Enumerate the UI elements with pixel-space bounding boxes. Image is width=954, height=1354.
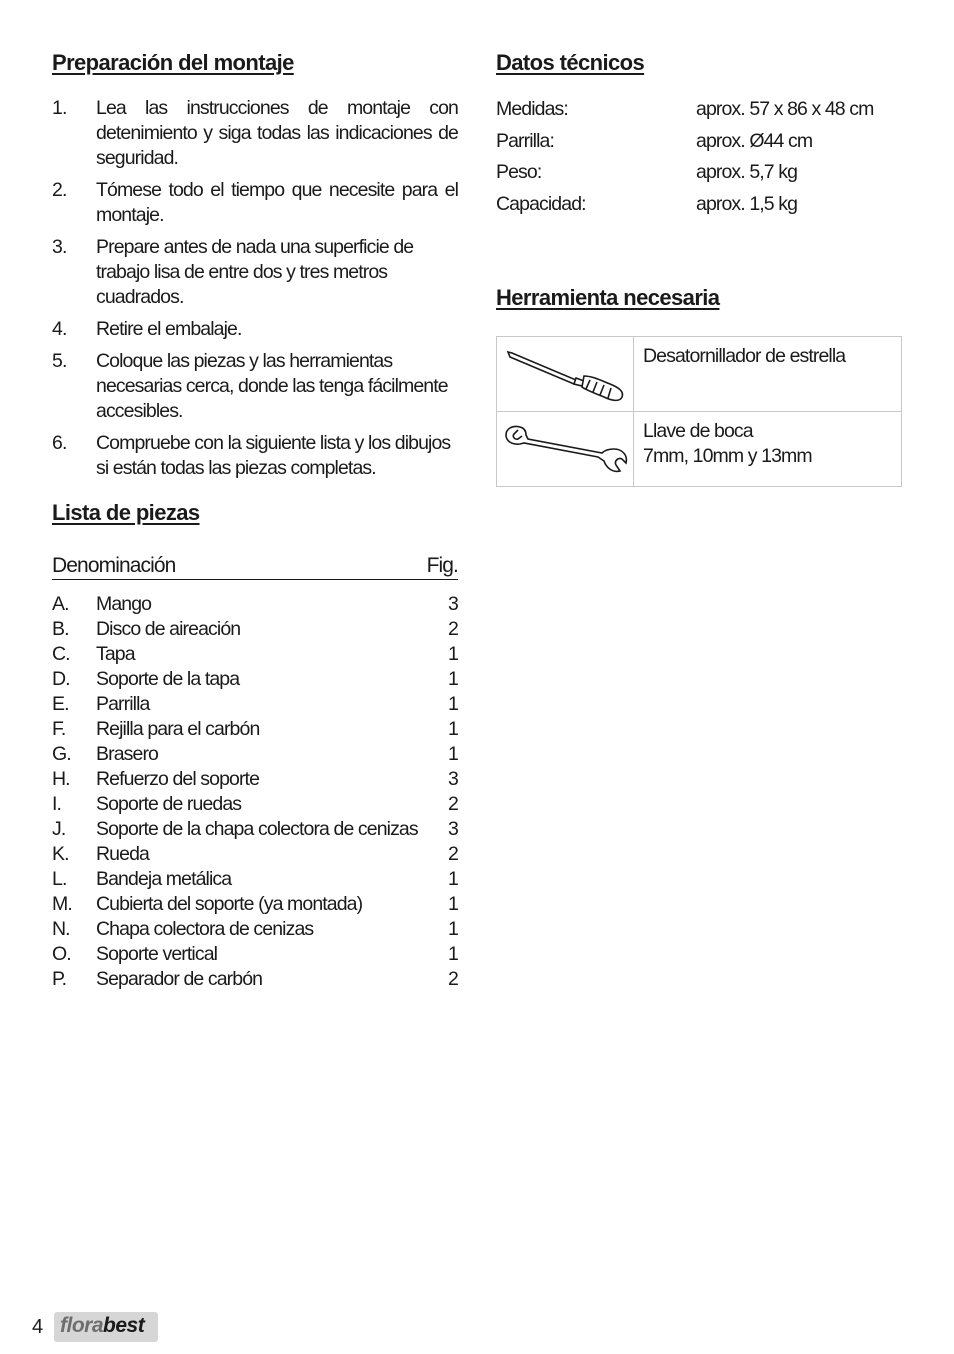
part-fig: 1 bbox=[448, 918, 458, 940]
piezas-heading: Lista de piezas bbox=[52, 500, 200, 525]
list-item bbox=[52, 178, 458, 228]
table-row bbox=[52, 867, 458, 892]
part-letter: A. bbox=[52, 593, 69, 615]
part-fig: 1 bbox=[448, 743, 458, 765]
part-name: Tapa bbox=[96, 643, 135, 665]
preparacion-heading: Preparación del montaje bbox=[52, 50, 294, 75]
tool-row bbox=[497, 337, 901, 412]
part-fig: 1 bbox=[448, 718, 458, 740]
table-row bbox=[52, 767, 458, 792]
part-name: Mango bbox=[96, 593, 152, 615]
logo-best: best bbox=[103, 1314, 145, 1337]
table-row bbox=[52, 892, 458, 917]
list-item-number: 6. bbox=[52, 432, 67, 454]
table-row bbox=[52, 717, 458, 742]
part-name: Brasero bbox=[96, 743, 158, 765]
tools-table bbox=[496, 336, 902, 487]
part-letter: M. bbox=[52, 893, 72, 915]
table-row bbox=[52, 617, 458, 642]
datos-value: aprox. Ø44 cm bbox=[696, 129, 813, 152]
logo-flora: flora bbox=[60, 1314, 104, 1337]
list-item-number: 3. bbox=[52, 236, 67, 258]
part-fig: 2 bbox=[448, 793, 458, 815]
part-letter: E. bbox=[52, 693, 69, 715]
table-row bbox=[52, 692, 458, 717]
table-row bbox=[52, 592, 458, 617]
table-row bbox=[52, 967, 458, 992]
table-row bbox=[52, 742, 458, 767]
datos-key: Peso: bbox=[496, 161, 542, 183]
list-item bbox=[52, 96, 458, 171]
tool-name: Desatornillador de estrella bbox=[643, 345, 846, 367]
list-item-text: Retire el embalaje. bbox=[96, 318, 242, 340]
table-row bbox=[52, 642, 458, 667]
table-row bbox=[52, 842, 458, 867]
part-fig: 1 bbox=[448, 643, 458, 665]
tool-label bbox=[634, 412, 821, 486]
piezas-header-row bbox=[52, 553, 458, 580]
florabest-logo bbox=[54, 1312, 158, 1342]
part-fig: 3 bbox=[448, 593, 458, 615]
part-name: Rueda bbox=[96, 843, 149, 865]
tool-label bbox=[634, 337, 854, 411]
part-name: Bandeja metálica bbox=[96, 868, 232, 890]
part-name: Disco de aireación bbox=[96, 618, 241, 640]
table-row bbox=[52, 917, 458, 942]
list-item-text: Tómese todo el tiempo que necesite para el montaje. bbox=[96, 179, 458, 226]
page-number: 4 bbox=[32, 1316, 44, 1338]
column-header-fig: Fig. bbox=[426, 554, 458, 577]
tool-row bbox=[497, 412, 901, 486]
tool-name: Llave de boca bbox=[643, 420, 753, 442]
part-name: Soporte de la chapa colectora de cenizas bbox=[96, 818, 418, 840]
list-item-text: Prepare antes de nada una superficie de trabajo lisa de entre dos y tres metros cuadrados. bbox=[96, 236, 414, 308]
datos-row bbox=[496, 95, 902, 127]
part-letter: K. bbox=[52, 843, 69, 865]
table-row bbox=[52, 667, 458, 692]
part-fig: 3 bbox=[448, 768, 458, 790]
part-letter: H. bbox=[52, 768, 70, 790]
table-row bbox=[52, 817, 458, 842]
preparacion-list bbox=[52, 96, 458, 488]
datos-row bbox=[496, 190, 902, 222]
table-row bbox=[52, 942, 458, 967]
part-name: Refuerzo del soporte bbox=[96, 768, 260, 790]
datos-row bbox=[496, 158, 902, 190]
part-letter: D. bbox=[52, 668, 70, 690]
screwdriver-icon bbox=[497, 337, 634, 411]
part-fig: 1 bbox=[448, 868, 458, 890]
part-name: Soporte de la tapa bbox=[96, 668, 240, 690]
part-fig: 1 bbox=[448, 893, 458, 915]
datos-key: Capacidad: bbox=[496, 192, 586, 215]
list-item-text: Compruebe con la siguiente lista y los dibujos si están todas las piezas completas. bbox=[96, 432, 451, 479]
list-item-text: Coloque las piezas y las herramientas necesarias cerca, donde las tenga fácilmente accesibles. bbox=[96, 350, 448, 422]
part-letter: F. bbox=[52, 718, 66, 740]
part-fig: 2 bbox=[448, 968, 458, 990]
datos-heading: Datos técnicos bbox=[496, 50, 645, 75]
datos-value: aprox. 57 x 86 x 48 cm bbox=[696, 98, 874, 120]
part-letter: O. bbox=[52, 943, 71, 965]
part-fig: 1 bbox=[448, 668, 458, 690]
part-letter: N. bbox=[52, 918, 70, 940]
part-name: Parrilla bbox=[96, 693, 150, 715]
part-name: Soporte de ruedas bbox=[96, 793, 242, 815]
list-item-number: 1. bbox=[52, 97, 67, 119]
part-name: Rejilla para el carbón bbox=[96, 718, 260, 740]
part-fig: 3 bbox=[448, 818, 458, 840]
datos-key: Medidas: bbox=[496, 98, 568, 120]
list-item-number: 2. bbox=[52, 179, 67, 201]
datos-row bbox=[496, 127, 902, 159]
wrench-icon bbox=[497, 412, 634, 486]
part-letter: C. bbox=[52, 643, 70, 665]
part-name: Chapa colectora de cenizas bbox=[96, 918, 314, 940]
datos-key: Parrilla: bbox=[496, 129, 554, 152]
list-item bbox=[52, 431, 458, 481]
part-letter: G. bbox=[52, 743, 71, 765]
part-letter: P. bbox=[52, 968, 67, 990]
part-fig: 1 bbox=[448, 943, 458, 965]
list-item-number: 4. bbox=[52, 318, 67, 340]
part-fig: 2 bbox=[448, 843, 458, 865]
list-item-text: Lea las instrucciones de montaje con detenimiento y siga todas las indicaciones de seguridad. bbox=[96, 97, 458, 169]
part-fig: 2 bbox=[448, 618, 458, 640]
part-letter: B. bbox=[52, 618, 69, 640]
part-letter: J. bbox=[52, 818, 66, 840]
datos-table bbox=[496, 95, 902, 221]
part-letter: L. bbox=[52, 868, 67, 890]
part-name: Soporte vertical bbox=[96, 943, 218, 965]
part-name: Separador de carbón bbox=[96, 968, 263, 990]
list-item-number: 5. bbox=[52, 350, 67, 372]
datos-value: aprox. 5,7 kg bbox=[696, 161, 798, 183]
column-header-name: Denominación bbox=[52, 554, 176, 577]
datos-value: aprox. 1,5 kg bbox=[696, 192, 798, 215]
part-letter: I. bbox=[52, 793, 62, 815]
tool-sizes: 7mm, 10mm y 13mm bbox=[643, 445, 812, 467]
table-row bbox=[52, 792, 458, 817]
piezas-list bbox=[52, 592, 458, 992]
part-fig: 1 bbox=[448, 693, 458, 715]
list-item bbox=[52, 349, 458, 424]
list-item bbox=[52, 317, 458, 342]
herramienta-heading: Herramienta necesaria bbox=[496, 285, 720, 310]
list-item bbox=[52, 235, 458, 310]
part-name: Cubierta del soporte (ya montada) bbox=[96, 893, 363, 915]
